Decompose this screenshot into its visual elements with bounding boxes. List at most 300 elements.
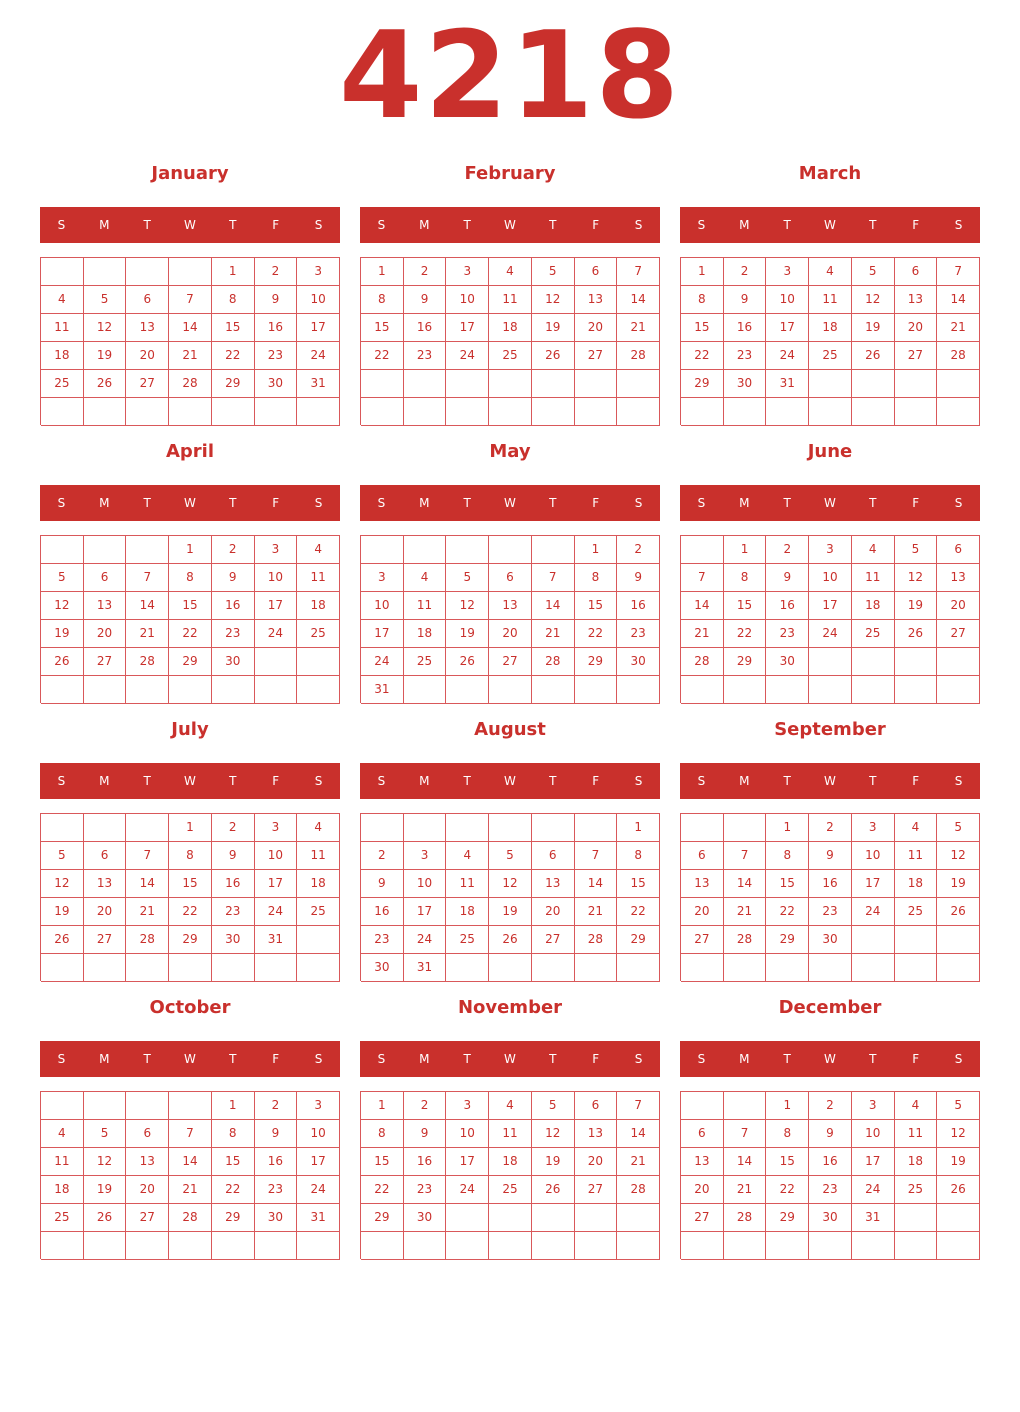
empty-day-cell: [852, 954, 895, 982]
month-name: March: [798, 163, 862, 184]
day-cell: 15: [766, 1148, 809, 1176]
day-cell: 20: [681, 1176, 724, 1204]
month-block-january: [40, 160, 340, 438]
day-cell: 19: [852, 314, 895, 342]
empty-day-cell: [446, 1232, 489, 1260]
day-cell: 6: [84, 564, 127, 592]
day-cell: 13: [681, 1148, 724, 1176]
empty-day-cell: [895, 370, 938, 398]
day-cell: 14: [617, 1120, 660, 1148]
day-grid: [40, 535, 340, 703]
day-cell: 12: [532, 1120, 575, 1148]
month-block-april: [40, 438, 340, 716]
day-cell: 21: [169, 342, 212, 370]
day-cell: 3: [255, 814, 298, 842]
day-cell: 24: [255, 898, 298, 926]
day-cell: 23: [361, 926, 404, 954]
empty-day-cell: [681, 954, 724, 982]
day-cell: 1: [617, 814, 660, 842]
day-cell: 3: [404, 842, 447, 870]
day-cell: 18: [852, 592, 895, 620]
weekday-label: W: [184, 496, 196, 510]
day-cell: 26: [895, 620, 938, 648]
empty-day-cell: [937, 1232, 980, 1260]
day-cell: 7: [575, 842, 618, 870]
day-cell: 7: [169, 1120, 212, 1148]
empty-day-cell: [617, 370, 660, 398]
day-cell: 12: [84, 1148, 127, 1176]
weekday-label: W: [504, 496, 516, 510]
day-cell: 2: [212, 814, 255, 842]
empty-day-cell: [84, 1232, 127, 1260]
day-cell: 17: [766, 314, 809, 342]
day-cell: 21: [617, 1148, 660, 1176]
day-cell: 12: [41, 870, 84, 898]
month-name: June: [807, 441, 853, 462]
day-cell: 2: [255, 1092, 298, 1120]
weekday-label: T: [869, 218, 877, 232]
day-cell: 4: [489, 258, 532, 286]
day-cell: 26: [532, 1176, 575, 1204]
weekday-label: T: [463, 218, 471, 232]
empty-day-cell: [126, 1232, 169, 1260]
weekday-label: M: [419, 774, 430, 788]
weekday-label: T: [143, 774, 151, 788]
weekday-label: M: [99, 218, 110, 232]
day-cell: 14: [126, 870, 169, 898]
day-cell: 2: [212, 536, 255, 564]
day-cell: 23: [404, 1176, 447, 1204]
empty-day-cell: [617, 1204, 660, 1232]
empty-day-cell: [681, 814, 724, 842]
empty-day-cell: [361, 814, 404, 842]
day-cell: 2: [404, 1092, 447, 1120]
weekday-label: S: [57, 774, 66, 788]
day-cell: 4: [895, 814, 938, 842]
day-cell: 28: [724, 926, 767, 954]
day-cell: 6: [681, 842, 724, 870]
empty-day-cell: [169, 1092, 212, 1120]
day-cell: 3: [361, 564, 404, 592]
weekday-label: S: [954, 496, 963, 510]
day-cell: 8: [212, 1120, 255, 1148]
empty-day-cell: [895, 926, 938, 954]
day-cell: 10: [361, 592, 404, 620]
weekday-label: F: [912, 1052, 920, 1066]
day-cell: 16: [404, 314, 447, 342]
day-cell: 9: [809, 842, 852, 870]
weekday-label: W: [824, 496, 836, 510]
day-cell: 28: [681, 648, 724, 676]
day-cell: 18: [809, 314, 852, 342]
day-cell: 4: [297, 814, 340, 842]
empty-day-cell: [446, 676, 489, 704]
day-cell: 26: [852, 342, 895, 370]
day-cell: 13: [895, 286, 938, 314]
empty-day-cell: [532, 398, 575, 426]
day-cell: 5: [84, 286, 127, 314]
empty-day-cell: [41, 258, 84, 286]
empty-day-cell: [617, 676, 660, 704]
day-cell: 14: [937, 286, 980, 314]
day-grid: [680, 257, 980, 425]
day-cell: 1: [724, 536, 767, 564]
day-cell: 21: [681, 620, 724, 648]
day-cell: 10: [809, 564, 852, 592]
weekday-label: W: [504, 1052, 516, 1066]
day-cell: 21: [532, 620, 575, 648]
day-cell: 28: [575, 926, 618, 954]
day-cell: 25: [489, 1176, 532, 1204]
day-cell: 16: [724, 314, 767, 342]
empty-day-cell: [895, 1232, 938, 1260]
weekday-label: T: [229, 774, 237, 788]
month-block-february: [360, 160, 660, 438]
day-cell: 9: [404, 286, 447, 314]
empty-day-cell: [532, 954, 575, 982]
empty-day-cell: [809, 1232, 852, 1260]
day-cell: 27: [681, 1204, 724, 1232]
day-cell: 10: [255, 842, 298, 870]
weekday-label: M: [739, 774, 750, 788]
weekday-label: F: [272, 1052, 280, 1066]
day-cell: 16: [212, 592, 255, 620]
day-cell: 30: [212, 648, 255, 676]
day-cell: 14: [575, 870, 618, 898]
day-cell: 9: [212, 842, 255, 870]
empty-day-cell: [255, 1232, 298, 1260]
weekday-label: S: [57, 1052, 66, 1066]
day-cell: 11: [489, 1120, 532, 1148]
empty-day-cell: [766, 398, 809, 426]
day-cell: 13: [489, 592, 532, 620]
empty-day-cell: [297, 648, 340, 676]
day-cell: 24: [852, 1176, 895, 1204]
day-cell: 9: [212, 564, 255, 592]
day-cell: 9: [255, 1120, 298, 1148]
day-cell: 29: [575, 648, 618, 676]
day-cell: 19: [937, 1148, 980, 1176]
day-grid: [360, 1091, 660, 1259]
day-cell: 27: [84, 648, 127, 676]
day-cell: 30: [255, 370, 298, 398]
day-cell: 23: [404, 342, 447, 370]
empty-day-cell: [404, 536, 447, 564]
empty-day-cell: [724, 814, 767, 842]
empty-day-cell: [489, 370, 532, 398]
day-grid: [680, 535, 980, 703]
day-cell: 17: [255, 870, 298, 898]
day-cell: 14: [617, 286, 660, 314]
weekday-label: F: [592, 1052, 600, 1066]
empty-day-cell: [681, 676, 724, 704]
empty-day-cell: [126, 954, 169, 982]
day-cell: 18: [895, 1148, 938, 1176]
day-cell: 23: [617, 620, 660, 648]
weekday-header-bar: [360, 1041, 660, 1077]
day-cell: 4: [41, 286, 84, 314]
empty-day-cell: [404, 370, 447, 398]
day-cell: 19: [41, 898, 84, 926]
empty-day-cell: [895, 676, 938, 704]
month-name: January: [151, 163, 229, 184]
day-cell: 28: [617, 1176, 660, 1204]
empty-day-cell: [212, 676, 255, 704]
empty-day-cell: [41, 536, 84, 564]
day-cell: 1: [681, 258, 724, 286]
empty-day-cell: [404, 814, 447, 842]
weekday-label: S: [697, 1052, 706, 1066]
weekday-header-bar: [40, 763, 340, 799]
weekday-label: T: [783, 496, 791, 510]
empty-day-cell: [852, 648, 895, 676]
day-cell: 30: [766, 648, 809, 676]
day-cell: 20: [532, 898, 575, 926]
month-block-november: [360, 994, 660, 1272]
day-cell: 24: [297, 1176, 340, 1204]
day-cell: 7: [617, 258, 660, 286]
day-cell: 7: [937, 258, 980, 286]
empty-day-cell: [724, 676, 767, 704]
empty-day-cell: [361, 370, 404, 398]
day-cell: 1: [361, 1092, 404, 1120]
empty-day-cell: [255, 954, 298, 982]
day-cell: 1: [575, 536, 618, 564]
day-cell: 1: [766, 814, 809, 842]
empty-day-cell: [766, 1232, 809, 1260]
day-cell: 13: [575, 1120, 618, 1148]
day-cell: 21: [724, 898, 767, 926]
day-cell: 29: [361, 1204, 404, 1232]
day-cell: 26: [41, 926, 84, 954]
day-cell: 5: [937, 814, 980, 842]
day-cell: 21: [937, 314, 980, 342]
day-cell: 8: [361, 1120, 404, 1148]
day-cell: 26: [937, 1176, 980, 1204]
weekday-label: F: [272, 774, 280, 788]
day-cell: 13: [575, 286, 618, 314]
day-cell: 22: [766, 1176, 809, 1204]
empty-day-cell: [852, 1232, 895, 1260]
day-cell: 29: [212, 1204, 255, 1232]
weekday-label: S: [697, 496, 706, 510]
day-cell: 4: [446, 842, 489, 870]
empty-day-cell: [489, 398, 532, 426]
day-cell: 9: [766, 564, 809, 592]
day-grid: [680, 1091, 980, 1259]
day-cell: 6: [575, 1092, 618, 1120]
empty-day-cell: [766, 676, 809, 704]
day-cell: 7: [532, 564, 575, 592]
day-cell: 5: [84, 1120, 127, 1148]
day-cell: 24: [446, 1176, 489, 1204]
empty-day-cell: [446, 536, 489, 564]
day-cell: 18: [297, 592, 340, 620]
day-cell: 17: [361, 620, 404, 648]
empty-day-cell: [809, 648, 852, 676]
empty-day-cell: [41, 676, 84, 704]
day-cell: 12: [446, 592, 489, 620]
day-cell: 14: [126, 592, 169, 620]
day-cell: 19: [84, 342, 127, 370]
day-cell: 22: [575, 620, 618, 648]
empty-day-cell: [937, 398, 980, 426]
day-cell: 29: [724, 648, 767, 676]
day-cell: 1: [169, 814, 212, 842]
day-cell: 29: [169, 926, 212, 954]
empty-day-cell: [852, 676, 895, 704]
day-cell: 27: [895, 342, 938, 370]
weekday-label: S: [314, 218, 323, 232]
weekday-label: S: [314, 1052, 323, 1066]
day-cell: 25: [446, 926, 489, 954]
day-cell: 26: [446, 648, 489, 676]
empty-day-cell: [809, 954, 852, 982]
day-cell: 25: [404, 648, 447, 676]
day-cell: 1: [169, 536, 212, 564]
weekday-label: T: [549, 496, 557, 510]
empty-day-cell: [255, 676, 298, 704]
empty-day-cell: [809, 676, 852, 704]
weekday-label: T: [869, 1052, 877, 1066]
day-cell: 5: [937, 1092, 980, 1120]
weekday-header-bar: [680, 207, 980, 243]
day-cell: 2: [724, 258, 767, 286]
day-grid: [40, 1091, 340, 1259]
months-grid: [40, 160, 980, 1272]
empty-day-cell: [724, 954, 767, 982]
weekday-label: W: [504, 774, 516, 788]
day-cell: 8: [766, 842, 809, 870]
empty-day-cell: [937, 926, 980, 954]
month-block-october: [40, 994, 340, 1272]
empty-day-cell: [255, 398, 298, 426]
day-cell: 16: [809, 1148, 852, 1176]
weekday-label: W: [184, 218, 196, 232]
day-cell: 6: [937, 536, 980, 564]
weekday-label: S: [634, 496, 643, 510]
empty-day-cell: [681, 1232, 724, 1260]
day-cell: 13: [532, 870, 575, 898]
day-cell: 24: [766, 342, 809, 370]
empty-day-cell: [297, 1232, 340, 1260]
day-cell: 2: [809, 814, 852, 842]
day-cell: 25: [852, 620, 895, 648]
empty-day-cell: [404, 398, 447, 426]
day-grid: [40, 257, 340, 425]
day-cell: 2: [255, 258, 298, 286]
empty-day-cell: [297, 926, 340, 954]
day-cell: 3: [255, 536, 298, 564]
weekday-label: T: [463, 774, 471, 788]
empty-day-cell: [532, 814, 575, 842]
day-cell: 29: [681, 370, 724, 398]
day-cell: 1: [361, 258, 404, 286]
weekday-label: T: [549, 774, 557, 788]
day-cell: 3: [446, 258, 489, 286]
day-cell: 16: [361, 898, 404, 926]
day-cell: 3: [852, 814, 895, 842]
day-cell: 6: [532, 842, 575, 870]
day-cell: 15: [212, 1148, 255, 1176]
empty-day-cell: [84, 814, 127, 842]
day-cell: 23: [809, 1176, 852, 1204]
empty-day-cell: [489, 1204, 532, 1232]
empty-day-cell: [361, 398, 404, 426]
day-cell: 26: [489, 926, 532, 954]
day-cell: 31: [297, 370, 340, 398]
day-cell: 4: [489, 1092, 532, 1120]
empty-day-cell: [446, 1204, 489, 1232]
day-cell: 6: [681, 1120, 724, 1148]
empty-day-cell: [575, 370, 618, 398]
weekday-label: M: [419, 218, 430, 232]
day-cell: 26: [84, 1204, 127, 1232]
day-cell: 11: [852, 564, 895, 592]
weekday-label: T: [869, 496, 877, 510]
weekday-label: S: [377, 1052, 386, 1066]
day-cell: 17: [404, 898, 447, 926]
empty-day-cell: [404, 1232, 447, 1260]
empty-day-cell: [446, 814, 489, 842]
day-cell: 17: [446, 314, 489, 342]
month-block-august: [360, 716, 660, 994]
day-cell: 23: [255, 342, 298, 370]
year-title: 4218: [339, 7, 681, 146]
weekday-label: W: [824, 1052, 836, 1066]
day-cell: 25: [489, 342, 532, 370]
day-cell: 15: [361, 314, 404, 342]
empty-day-cell: [169, 1232, 212, 1260]
month-name: July: [171, 719, 209, 740]
day-cell: 17: [297, 314, 340, 342]
day-cell: 7: [681, 564, 724, 592]
day-cell: 23: [255, 1176, 298, 1204]
day-cell: 9: [809, 1120, 852, 1148]
month-block-september: [680, 716, 980, 994]
day-cell: 12: [937, 842, 980, 870]
day-cell: 17: [297, 1148, 340, 1176]
weekday-label: S: [954, 774, 963, 788]
day-cell: 18: [297, 870, 340, 898]
day-cell: 20: [126, 342, 169, 370]
day-cell: 15: [575, 592, 618, 620]
day-cell: 30: [617, 648, 660, 676]
weekday-label: S: [697, 218, 706, 232]
weekday-header-bar: [40, 485, 340, 521]
day-cell: 16: [404, 1148, 447, 1176]
weekday-label: S: [634, 218, 643, 232]
day-cell: 17: [446, 1148, 489, 1176]
empty-day-cell: [361, 536, 404, 564]
day-cell: 11: [809, 286, 852, 314]
day-cell: 26: [532, 342, 575, 370]
weekday-label: T: [143, 1052, 151, 1066]
day-cell: 30: [404, 1204, 447, 1232]
empty-day-cell: [255, 648, 298, 676]
day-cell: 13: [681, 870, 724, 898]
empty-day-cell: [489, 954, 532, 982]
weekday-label: T: [143, 218, 151, 232]
empty-day-cell: [361, 1232, 404, 1260]
day-cell: 28: [724, 1204, 767, 1232]
day-cell: 25: [297, 898, 340, 926]
day-cell: 8: [361, 286, 404, 314]
day-cell: 12: [852, 286, 895, 314]
month-block-july: [40, 716, 340, 994]
weekday-label: T: [783, 1052, 791, 1066]
day-cell: 24: [809, 620, 852, 648]
